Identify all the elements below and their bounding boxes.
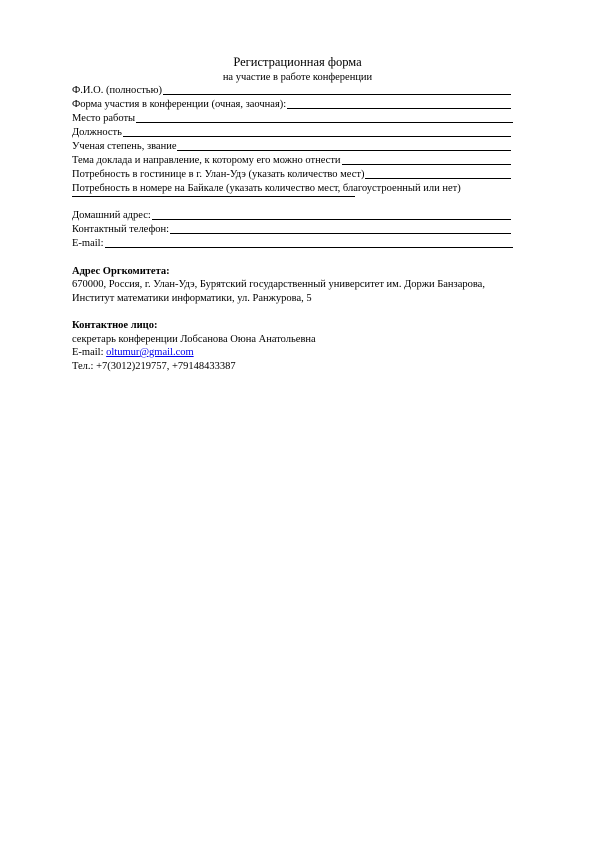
field-baikal-room-continuation [72, 196, 355, 199]
address-heading: Адрес Оргкомитета: [72, 266, 170, 277]
field-email-label: E-mail: [72, 238, 104, 249]
field-email [72, 237, 513, 250]
field-degree-label: Ученая степень, звание [72, 141, 177, 152]
field-baikal-room [72, 182, 532, 195]
field-position-label: Должность [72, 127, 122, 138]
field-workplace [72, 112, 513, 125]
contact-person: секретарь конференции Лобсанова Оюна Анатольевна [72, 334, 316, 345]
field-report-topic [72, 154, 511, 167]
form-subtitle: на участие в работе конференции [222, 72, 373, 83]
field-participation-form [72, 98, 511, 111]
field-baikal-room-label: Потребность в номере на Байкале (указать количество мест, благоустроенный или нет) [72, 183, 461, 194]
field-participation-form-label: Форма участия в конференции (очная, заочная): [72, 99, 287, 110]
field-phone-blank [170, 233, 511, 234]
field-home-address [72, 209, 511, 222]
field-email-blank [105, 247, 514, 248]
field-workplace-blank [136, 122, 513, 123]
form-title: Регистрационная форма [233, 55, 362, 69]
field-phone [72, 223, 511, 236]
field-participation-form-blank [287, 108, 511, 109]
field-full-name [72, 84, 511, 97]
field-home-address-label: Домашний адрес: [72, 210, 151, 221]
field-report-topic-blank [342, 164, 511, 165]
field-hotel-need-blank [365, 178, 511, 179]
contact-email-line [72, 346, 194, 359]
contact-phone: Тел.: +7(3012)219757, +79148433387 [72, 361, 236, 372]
field-full-name-blank [163, 94, 511, 95]
contact-email-label: E-mail: [72, 347, 107, 358]
field-hotel-need [72, 168, 511, 181]
field-report-topic-label: Тема доклада и направление, к которому его можно отнести [72, 155, 341, 166]
field-phone-label: Контактный телефон: [72, 224, 170, 235]
field-degree [72, 140, 511, 153]
field-hotel-need-label: Потребность в гостинице в г. Улан-Удэ (указать количество мест) [72, 169, 365, 180]
field-position [72, 126, 511, 139]
address-line-2: Институт математики информатики, ул. Ранжурова, 5 [72, 293, 312, 304]
field-home-address-blank [152, 219, 511, 220]
contact-email-link[interactable]: oltumur@gmail.com [106, 347, 194, 358]
address-line-1: 670000, Россия, г. Улан-Удэ, Бурятский государственный университет им. Доржи Банзарова, [72, 279, 485, 290]
field-baikal-room-blank [72, 196, 355, 197]
field-workplace-label: Место работы [72, 113, 136, 124]
field-full-name-label: Ф.И.О. (полностью) [72, 85, 162, 96]
field-position-blank [123, 136, 511, 137]
field-degree-blank [177, 150, 511, 151]
contact-heading: Контактное лицо: [72, 320, 158, 331]
